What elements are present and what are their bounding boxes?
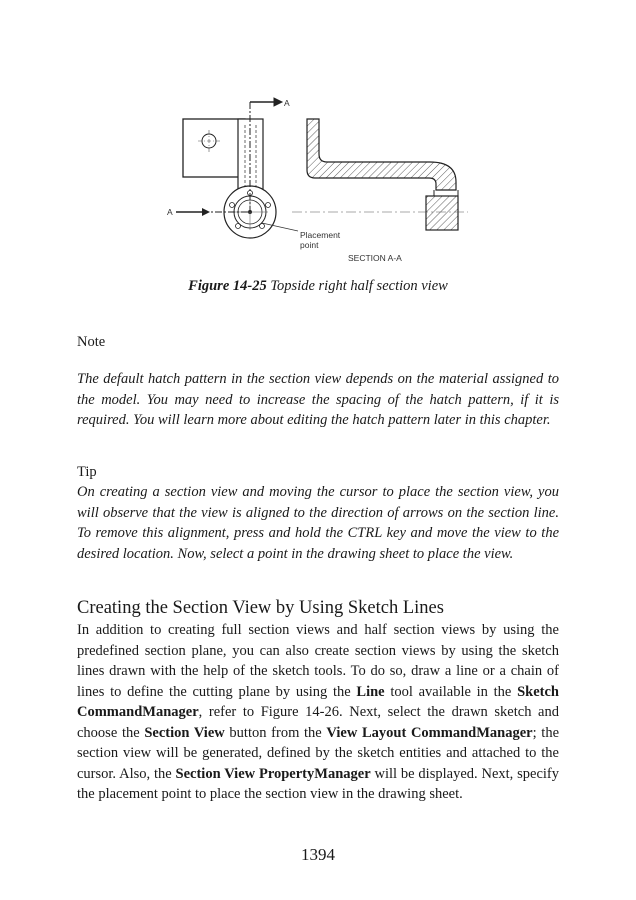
note-label: Note: [77, 334, 106, 350]
body-paragraph: [77, 620, 559, 805]
body-bold-1: Line: [356, 683, 385, 700]
body-bold-5: Section View PropertyManager: [175, 765, 371, 782]
figure-caption: [0, 278, 636, 295]
caption-number: Figure 14-25: [188, 278, 267, 294]
section-label-a-top: A: [284, 98, 290, 108]
section-aa-label: SECTION A-A: [348, 253, 402, 263]
body-text-6: will be displayed. Next, specify the placement point to place the section view in the drawing sheet.: [77, 765, 560, 802]
body-text-3: , refer to Figure 14-26. Next, select the drawn sketch and choose the: [77, 704, 559, 741]
bracket-view: [167, 98, 290, 238]
body-text-2: tool available in the: [384, 683, 518, 700]
section-label-a-left: A: [167, 207, 173, 217]
body-text-4: button from the: [224, 724, 327, 741]
tip-text: On creating a section view and moving the cursor to place the section view, you will observe that the view is aligned to the direction of arrows on the section line. To remove this alignment, press and hold the CTRL key and move the view to the desired location. Now, select a point in the drawing sheet to place the view.: [77, 484, 559, 562]
section-heading: Creating the Section View by Using Sketch Lines: [77, 598, 444, 618]
body-bold-3: Section View: [144, 724, 225, 741]
placement-label-2: point: [300, 240, 319, 250]
placement-label: Placement: [300, 230, 341, 240]
body-text-5: ; the section view will be generated, defined by the sketch entities and attached to the cursor. Also, the: [77, 724, 560, 782]
page-number: 1394: [301, 845, 335, 864]
figure-14-25: [150, 92, 480, 268]
body-bold-2: Sketch CommandManager: [77, 683, 559, 720]
body-bold-4: View Layout CommandManager: [326, 724, 533, 741]
section-view-drawing: [150, 92, 480, 268]
caption-text: Topside right half section view: [266, 278, 448, 294]
body-text-1: In addition to creating full section views and half section views by using the predefined section plane, you can also create section views by using the sketch lines drawn with the help of the sketch tools. To do so, draw a line or a chain of lines to define the cutting plane by using the: [77, 622, 559, 700]
section-aa-view: [262, 119, 468, 263]
note-text: The default hatch pattern in the section view depends on the material assigned to the model. You may need to increase the spacing of the hatch pattern, if it is required. You will learn more about editing the hatch pattern later in this chapter.: [77, 371, 559, 428]
tip-label: Tip: [77, 464, 97, 480]
